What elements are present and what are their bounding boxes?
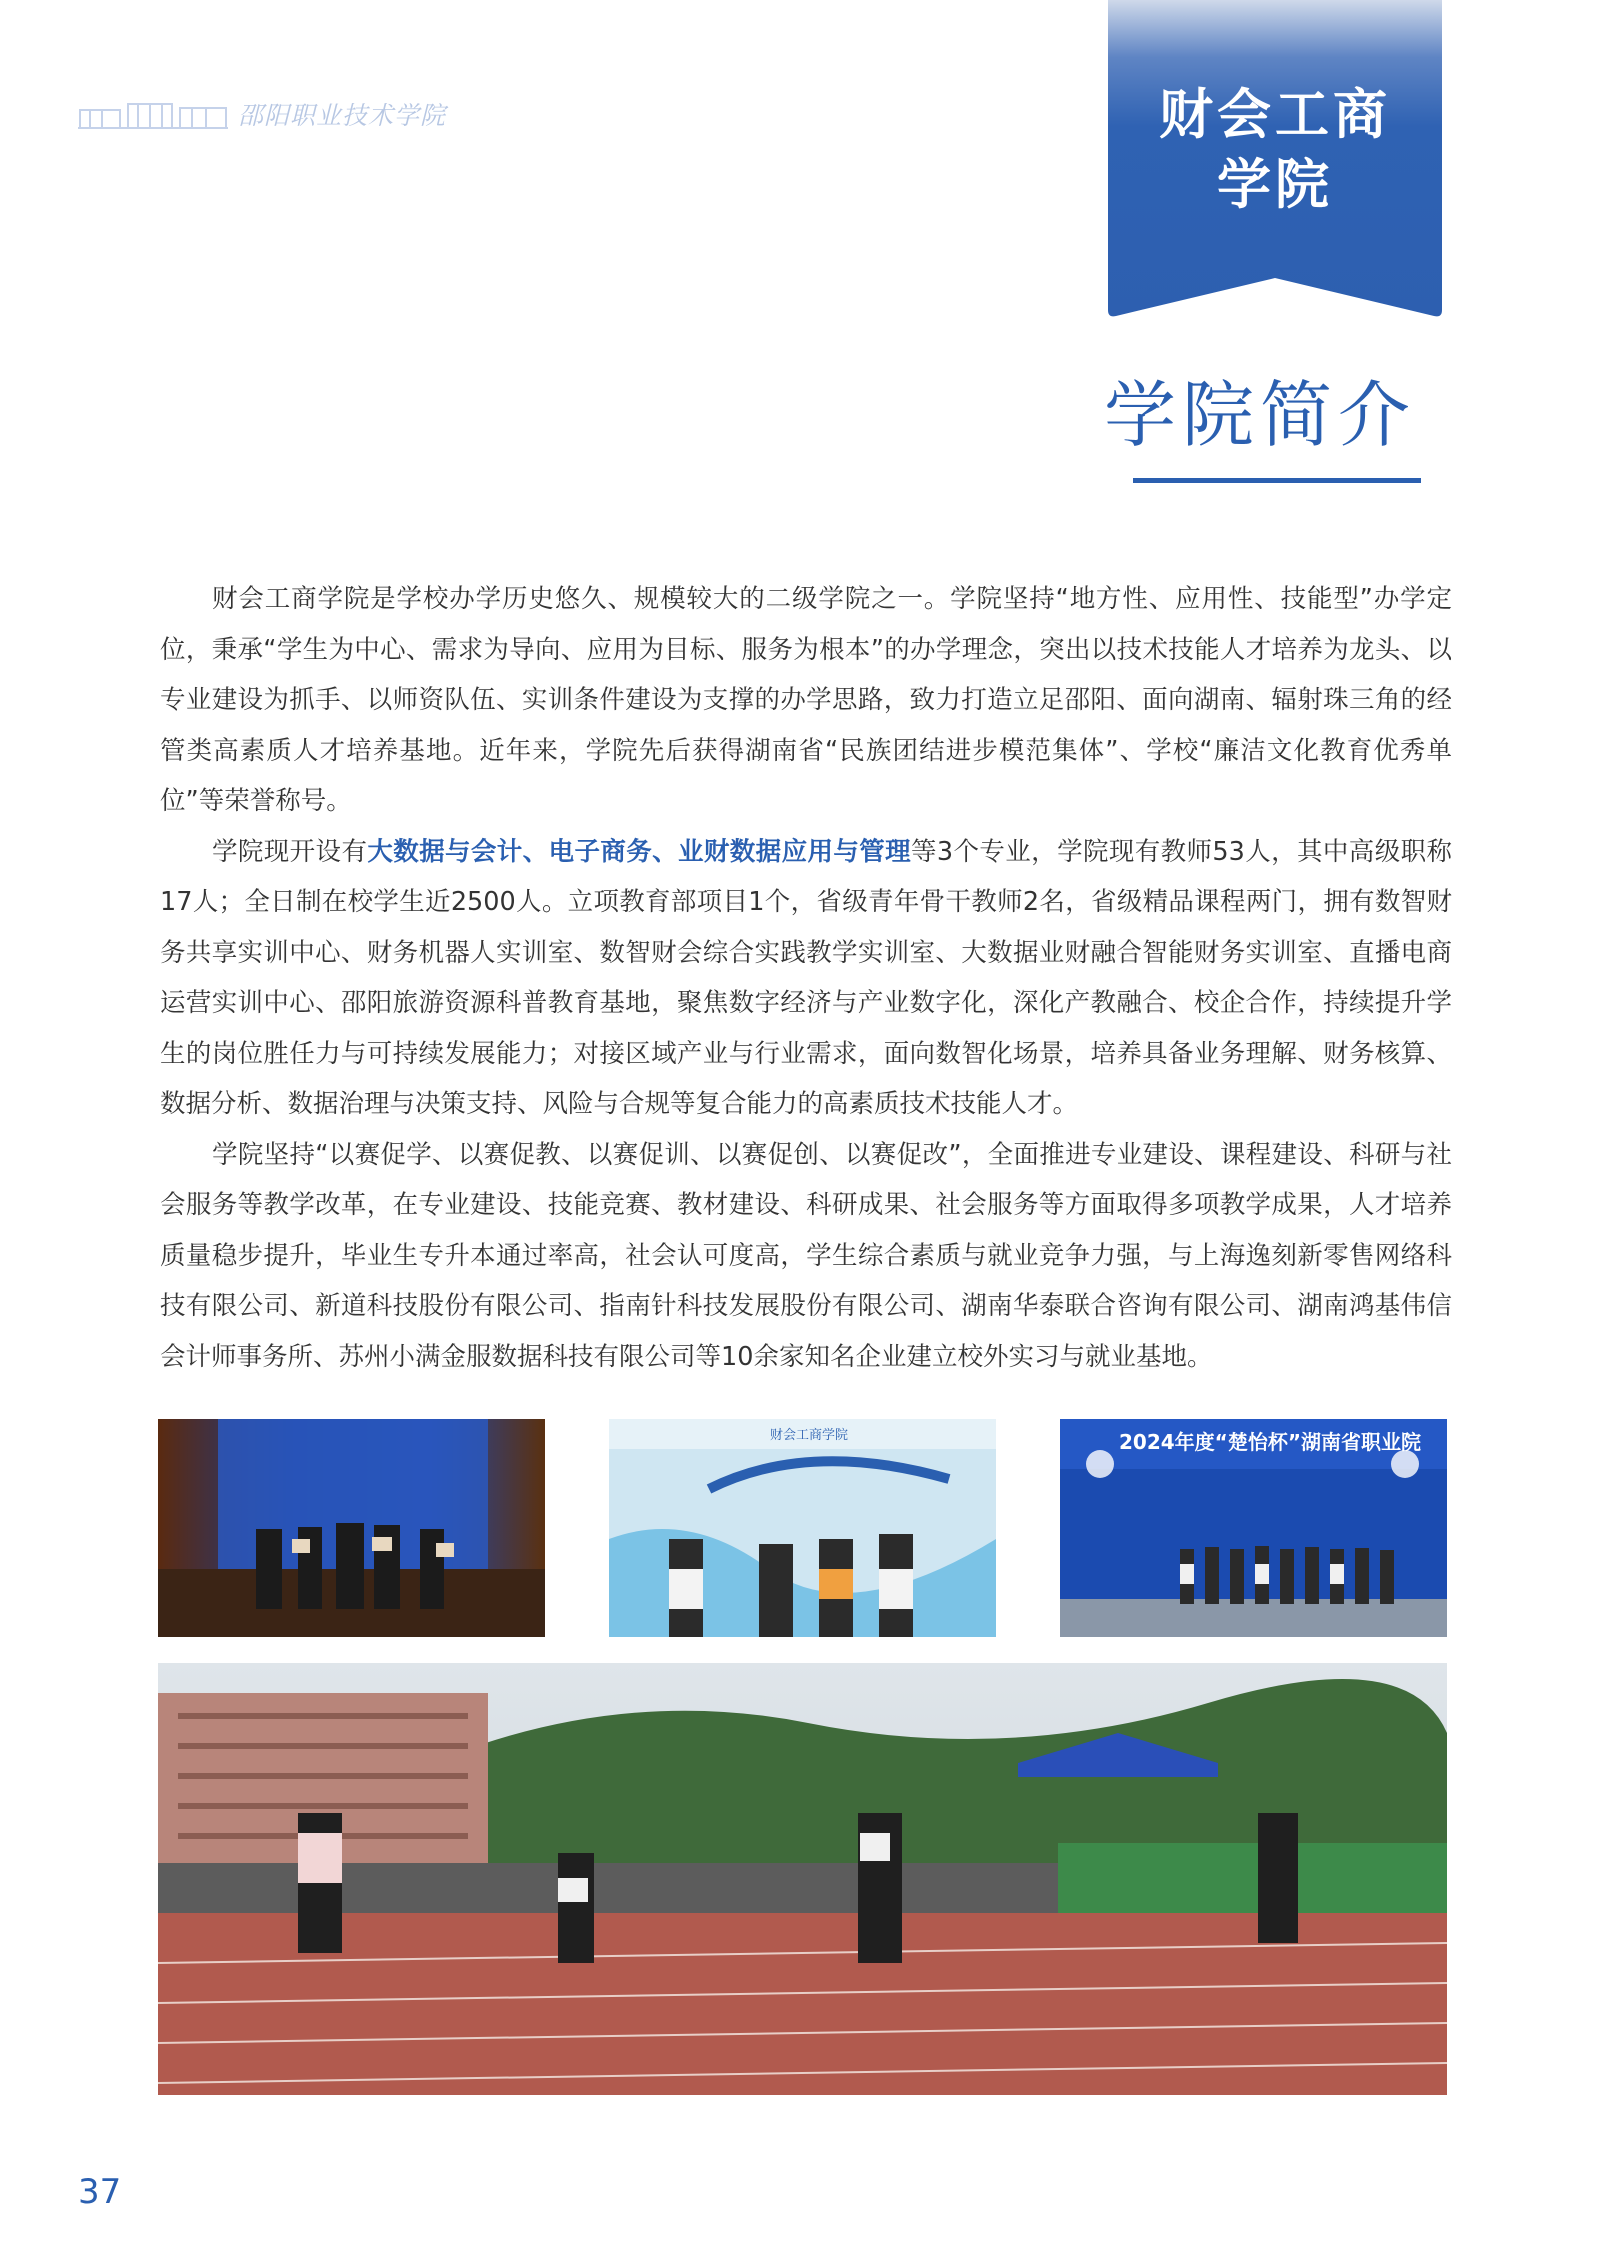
header-logo	[78, 96, 446, 132]
paragraph-2-start: 学院现开设有	[212, 836, 368, 867]
intro-body	[160, 574, 1452, 1382]
section-underline	[1133, 478, 1421, 483]
ribbon-line-2: 学院	[1217, 153, 1333, 216]
photo-graduation	[609, 1419, 996, 1637]
school-name: 邵阳职业技术学院	[238, 101, 447, 130]
photo-sports-meet	[158, 1663, 1447, 2095]
paragraph-2	[160, 827, 1452, 1130]
photo2-header-text: 财会工商学院	[769, 1428, 849, 1443]
paragraph-2-rest: 等3个专业，学院现有教师53人，其中高级职称17人；全日制在校学生近2500人。立项教育部项目1个，省级青年骨干教师2名，省级精品课程两门，拥有数智财务共享实训中心、财务机器人实训室、数智财会综合实践教学实训室、大数据业财融合智能财务实训室、直播电商运营实训中心、邵阳旅游资源科普教育基地，聚焦数字经济与产业数字化，深化产教融合、校企合作，持续提升学生的岗位胜任力与可持续发展能力；对接区域产业与行业需求，面向数智化场景，培养具备业务理解、财务核算、数据分析、数据治理与决策支持、风险与合规等复合能力的高素质技术技能人才。	[160, 836, 1452, 1119]
photo3-banner-text: 2024年度“楚怡杯”湖南省职业院	[1119, 1430, 1421, 1454]
campus-building-icon	[78, 98, 228, 130]
page-number: 37	[78, 2172, 122, 2212]
paragraph-1: 财会工商学院是学校办学历史悠久、规模较大的二级学院之一。学院坚持“地方性、应用性、技能型”办学定位，秉承“学生为中心、需求为导向、应用为目标、服务为根本”的办学理念，突出以技术技能人才培养为龙头、以专业建设为抓手、以师资队伍、实训条件建设为支撑的办学思路，致力打造立足邵阳、面向湖南、辐射珠三角的经管类高素质人才培养基地。近年来，学院先后获得湖南省“民族团结进步模范集体”、学校“廉洁文化教育优秀单位”等荣誉称号。	[160, 584, 1452, 816]
majors-highlight: 大数据与会计、电子商务、业财数据应用与管理	[367, 836, 912, 867]
section-title: 学院简介	[1103, 373, 1416, 457]
ribbon-title	[1108, 80, 1442, 220]
photo-award-ceremony	[158, 1419, 545, 1637]
photo-competition	[1060, 1419, 1447, 1637]
ribbon-line-1: 财会工商	[1159, 83, 1391, 146]
paragraph-3: 学院坚持“以赛促学、以赛促教、以赛促训、以赛促创、以赛促改”，全面推进专业建设、课程建设、科研与社会服务等教学改革，在专业建设、技能竞赛、教材建设、科研成果、社会服务等方面取得多项教学成果，人才培养质量稳步提升，毕业生专升本通过率高，社会认可度高，学生综合素质与就业竞争力强，与上海逸刻新零售网络科技有限公司、新道科技股份有限公司、指南针科技发展股份有限公司、湖南华泰联合咨询有限公司、湖南鸿基伟信会计师事务所、苏州小满金服数据科技有限公司等10余家知名企业建立校外实习与就业基地。	[160, 1139, 1452, 1372]
